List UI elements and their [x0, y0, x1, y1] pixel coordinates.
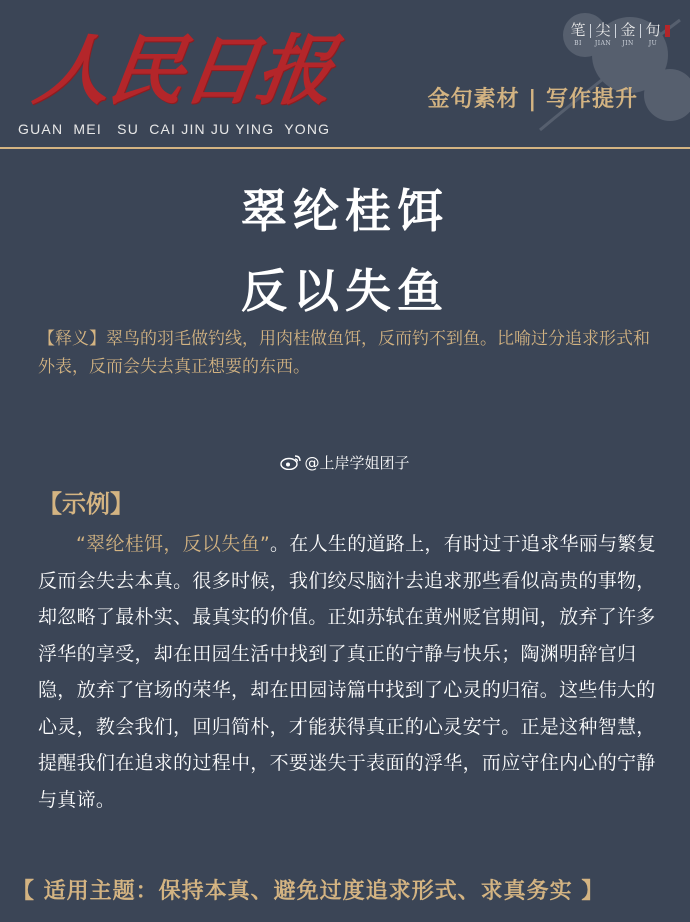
example-quote: “翠纶桂饵，反以失鱼” [76, 533, 270, 555]
meaning-text: 翠鸟的羽毛做钓线，用肉桂做鱼饵，反而钓不到鱼。比喻过分追求形式和外表，反而会失去真正想要的东西。 [38, 329, 650, 377]
example-paragraph [38, 526, 656, 818]
brand-char-pinyin: BI [574, 40, 582, 47]
brand-mark [568, 22, 670, 47]
seal-stamp-icon [665, 25, 670, 37]
brand-char-glyph: 句 [645, 21, 661, 39]
header-tagline: 金句素材 | 写作提升 [427, 87, 638, 112]
example-body: 。在人生的道路上，有时过于追求华丽与繁复反而会失去本真。很多时候，我们绞尽脑汁去追求那些看似高贵的事物，却忽略了最朴实、最真实的价值。正如苏轼在黄州贬官期间，放弃了许多浮华的享受，却在田园生活中找到了真正的宁静与快乐；陶渊明辞官归隐，放弃了官场的荣华，却在田园诗篇中找到了心灵的归宿。这些伟大的心灵，教会我们，回归简朴，才能获得真正的心灵安宁。正是这种智慧，提醒我们在追求的过程中，不要迷失于表面的浮华，而应守住内心的宁静与真谛。 [38, 533, 657, 811]
brand-char-glyph: 金 [620, 21, 636, 39]
brand-char-glyph: 笔 [570, 21, 586, 39]
brand-separator [590, 24, 591, 38]
header-divider [0, 147, 690, 149]
header [0, 0, 690, 150]
brand-char-glyph: 尖 [595, 21, 611, 39]
meaning-paragraph [38, 325, 658, 381]
meaning-tag: 【释义】 [38, 329, 106, 349]
brand-separator [615, 24, 616, 38]
watermark-handle: @上岸学姐团子 [304, 454, 410, 472]
example-heading: 【示例】 [38, 490, 134, 518]
newspaper-logo: 人民日报 [28, 26, 338, 115]
brand-char [643, 22, 663, 47]
brand-char [618, 22, 638, 47]
brand-char [593, 22, 613, 47]
brand-char-pinyin: JIAN [594, 40, 612, 47]
weibo-watermark [0, 452, 690, 473]
idiom-title-line1: 翠纶桂饵 [241, 184, 449, 238]
brand-char-pinyin: JU [648, 40, 658, 47]
brand-char-pinyin: JIN [622, 40, 634, 47]
brand-char [568, 22, 588, 47]
weibo-icon [280, 454, 302, 470]
header-pinyin: GUAN MEI SU CAI JIN JU YING YONG [18, 121, 331, 137]
idiom-title-line2: 反以失鱼 [241, 264, 449, 318]
applicable-theme: 【 适用主题：保持本真、避免过度追求形式、求真务实 】 [12, 879, 605, 904]
brand-separator [640, 24, 641, 38]
